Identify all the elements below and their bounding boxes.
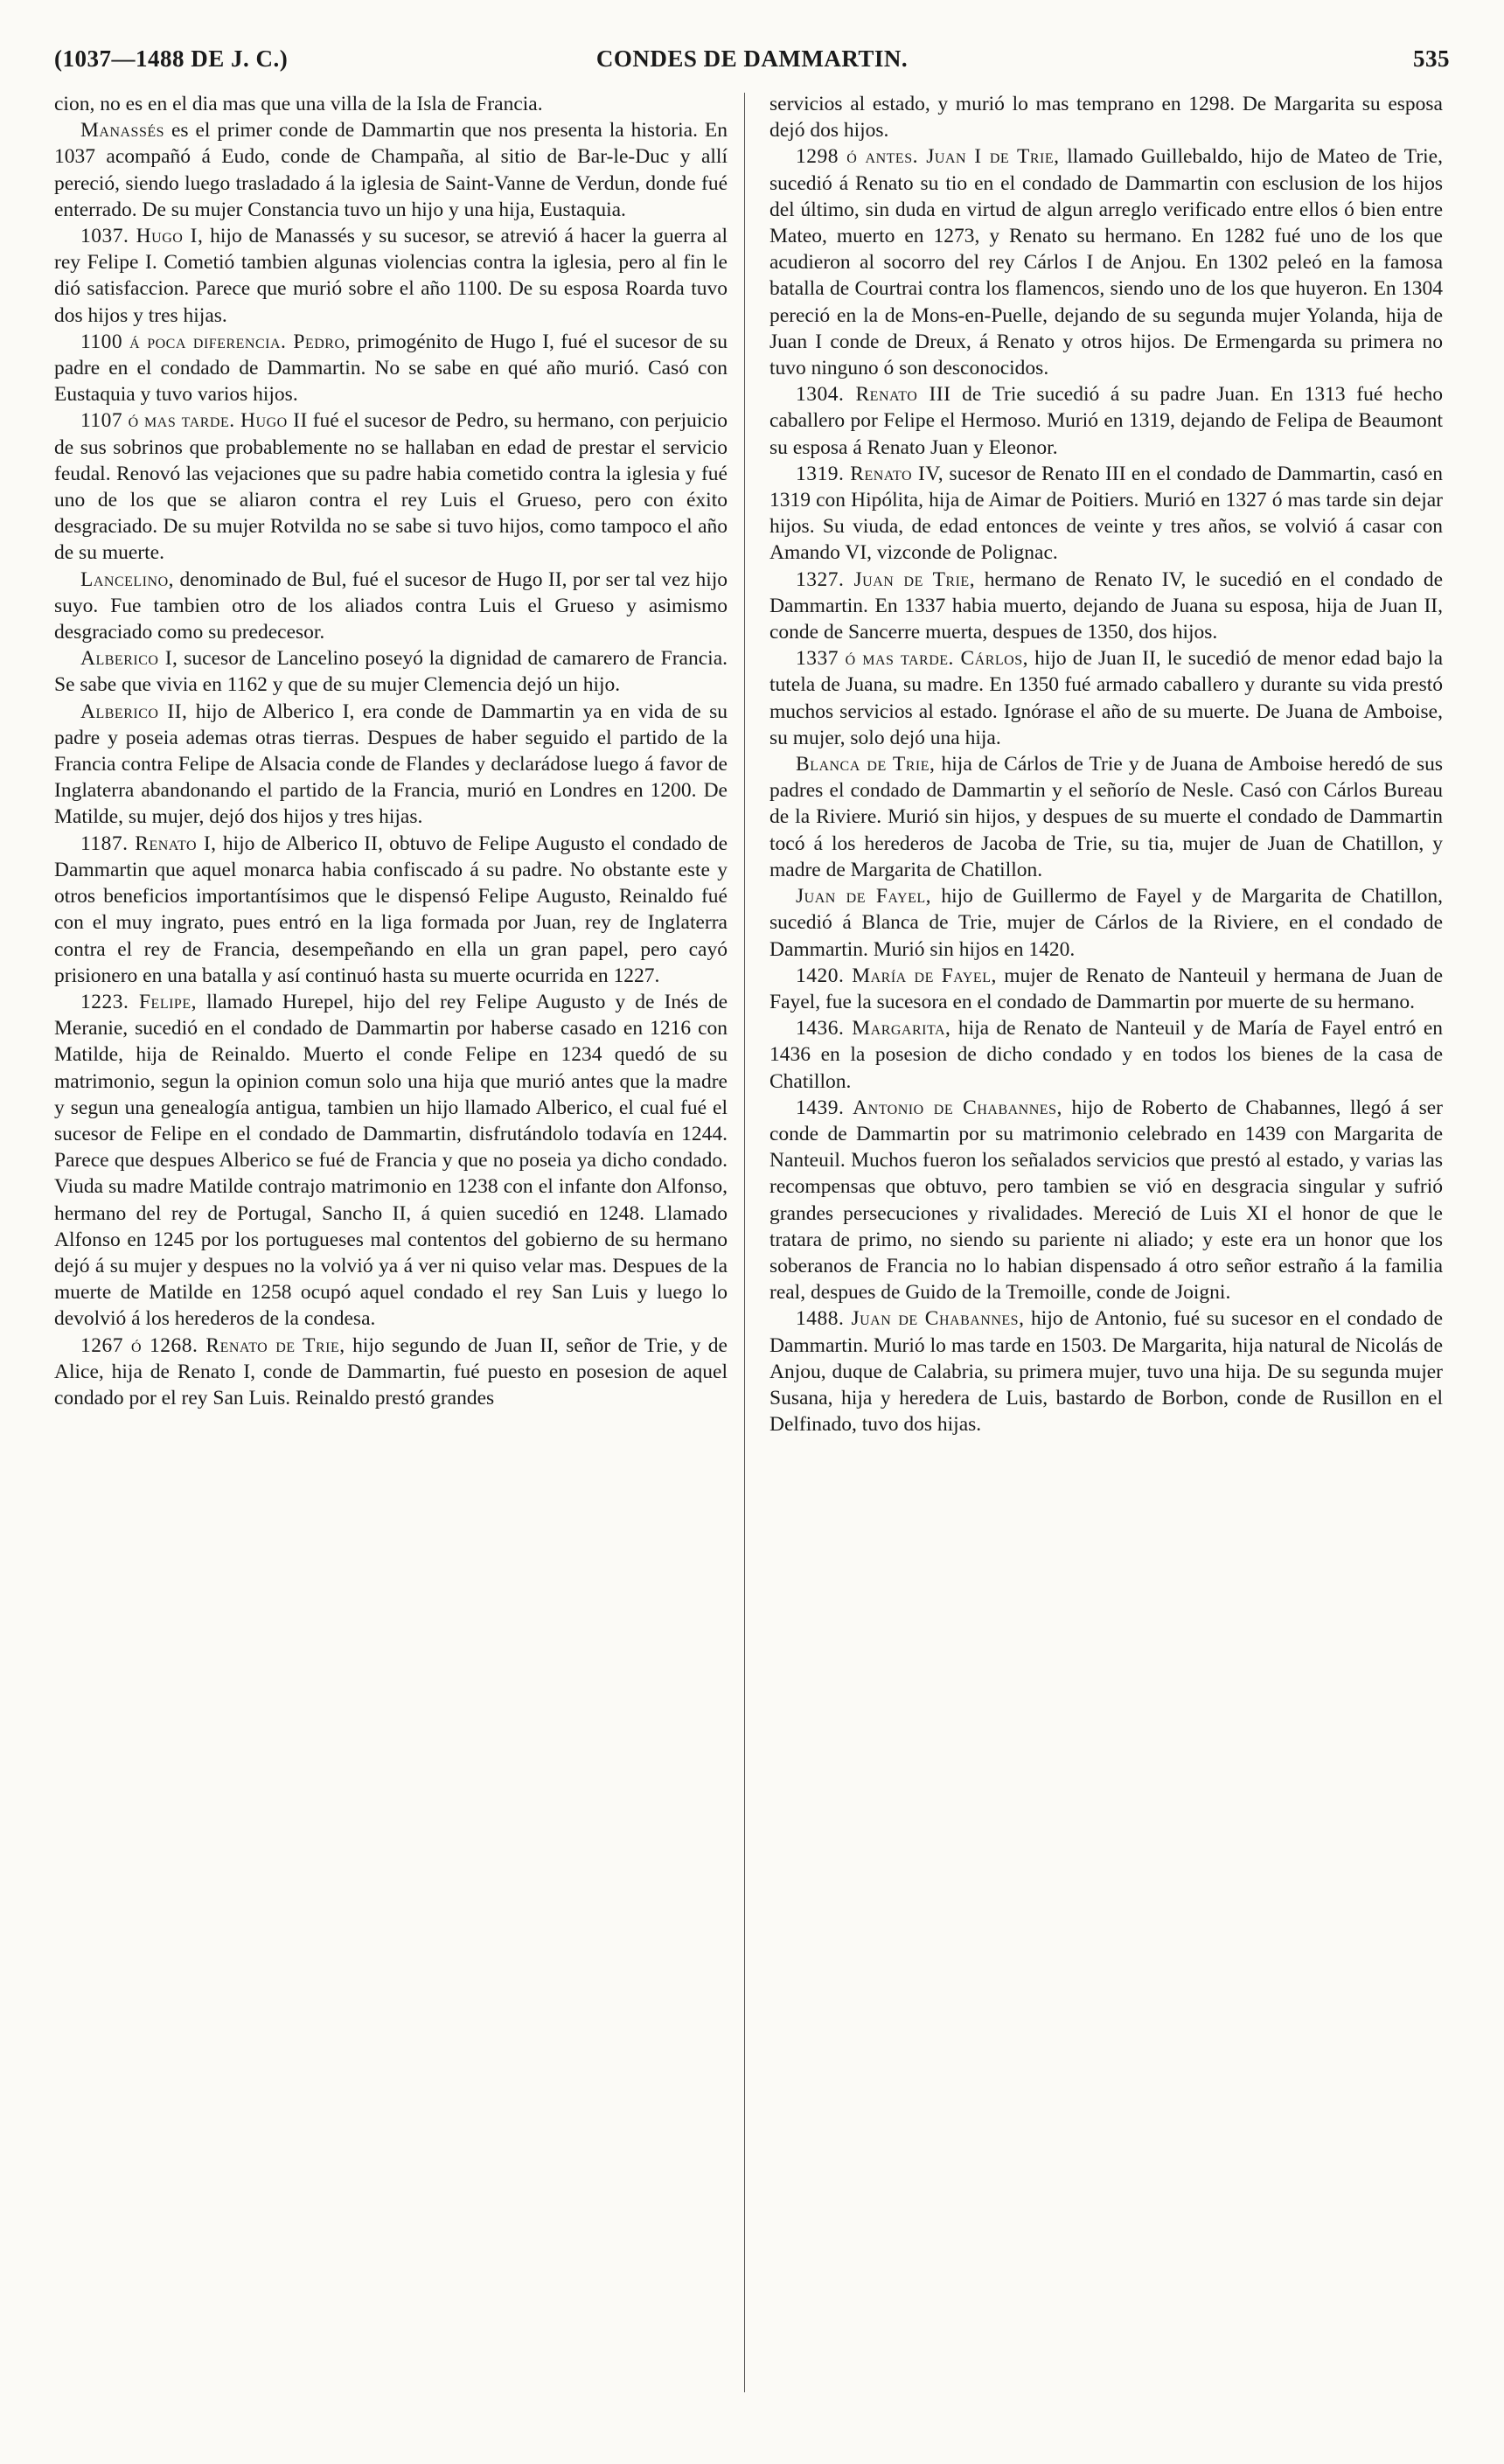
paragraph-text: llamado Hurepel, hijo del rey Felipe Augusto y de Inés de Meranie, sucedió en el condado de Dammartin por haberse casado en 1216 con Matilde, hija de Reinaldo. Muerto el conde Felipe en 1234 quedó de su matrimonio, segun la opinion comun solo una hija que murió antes que la madre y segun una genealogía antigua, tambien un hijo llamado Alberico, el cual fué el sucesor de Felipe en el condado de Dammartin, disfrutándolo todavía en 1244. Parece que despues Alberico se fué de Francia y que no poseia ya dicho condado. Viuda su madre Matilde contrajo matrimonio en 1238 con el infante don Alfonso, hermano del rey de Portugal, Sancho II, á quien sucedió en 1248. Llamado Alfonso en 1245 por los portugueses mal contentos del gobierno de su hermano dejó á su mujer y despues no la volvió ya á ver ni quiso velar mas. Despues de la muerte de Matilde en 1258 ocupó aquel condado el rey San Luis y luego lo devolvió á los herederos de la condesa. <box>54 990 728 1331</box>
paragraph <box>769 567 1443 646</box>
entry-heading: 1436. Margarita, <box>796 1017 951 1041</box>
paragraph-text: hijo de Alberico I, era conde de Dammartin ya en vida de su padre y poseia ademas otras tierras. Despues de haber seguido el partido de la Francia contra Felipe de Alsacia conde de Flandes y declarádose luego á favor de Inglaterra abandonando el partido de la Francia, murió en Londres en 1200. De Matilde, su mujer, dejó dos hijos y tres hijas. <box>54 700 728 829</box>
paragraph <box>54 407 728 566</box>
entry-heading: Alberico II, <box>80 700 188 723</box>
paragraph <box>54 329 728 408</box>
paragraph-text: primogénito de Hugo I, fué el sucesor de su padre en el condado de Dammartin. No se sabe en qué año murió. Casó con Eustaquia y tuvo varios hijos. <box>54 330 728 407</box>
entry-heading: 1298 ó antes. Juan I de Trie, <box>796 145 1060 169</box>
page-number: 535 <box>1413 45 1450 72</box>
entry-heading: 1327. Juan de Trie, <box>796 567 976 591</box>
paragraph <box>54 645 728 698</box>
entry-heading: Lancelino, <box>80 567 174 591</box>
paragraph <box>769 381 1443 461</box>
entry-heading: 1100 á poca diferencia. Pedro, <box>80 330 351 353</box>
entry-heading: 1439. Antonio de Chabannes, <box>796 1096 1062 1119</box>
paragraph-text: hijo de Juan II, le sucedió de menor edad bajo la tutela de Juana, su madre. En 1350 fué armado caballero y durante su vida prestó muchos servicios al estado. Ignórase el año de su muerte. De Juana de Amboise, su mujer, solo dejó una hija. <box>769 647 1443 749</box>
paragraph <box>769 461 1443 567</box>
paragraph-text: sucesor de Renato III en el condado de Dammartin, casó en 1319 con Hipólita, hija de Aimar de Poitiers. Murió en 1327 ó mas tarde sin dejar hijos. Su viuda, de edad entonces de veinte y tres años, se volvió á casar con Amando VI, vizconde de Polignac. <box>769 462 1443 565</box>
paragraph-text: fué el sucesor de Pedro, su hermano, con perjuicio de sus sobrinos que probablemente no se hallaban en edad de prestar el servicio feudal. Renovó las vejaciones que su padre habia cometido contra la iglesia y fué uno de los que se aliaron contra el rey Luis el Grueso, pero con éxito desgraciado. De su mujer Rotvilda no se sabe si tuvo hijos, como tampoco el año de su muerte. <box>54 409 728 565</box>
paragraph <box>769 1305 1443 1437</box>
paragraph <box>54 699 728 831</box>
running-header <box>54 45 1450 84</box>
paragraph-text: hermano de Renato IV, le sucedió en el condado de Dammartin. En 1337 habia muerto, dejando de Juana su esposa, hija de Juan II, conde de Sancerre muerta, despues de 1350, dos hijos. <box>769 567 1443 644</box>
paragraph-text: denominado de Bul, fué el sucesor de Hugo II, por ser tal vez hijo suyo. Fue tambien otro de los aliados contra Luis el Grueso y asimismo desgraciado como su predecesor. <box>54 567 728 644</box>
paragraph-text: hijo segundo de Juan II, señor de Trie, y de Alice, hija de Renato I, conde de Dammartin, fué puesto en posesion de aquel condado por el rey San Luis. Reinaldo prestó grandes <box>54 1333 728 1409</box>
paragraph-text: hija de Cárlos de Trie y de Juana de Amboise heredó de sus padres el condado de Dammartin y el señorío de Nesle. Casó con Cárlos Bureau de la Riviere. Murió sin hijos, y despues de su muerte el condado de Dammartin tocó á los herederos de Jacoba de Trie, su tia, mujer de Juan de Chatillon, y madre de Margarita de Chatillon. <box>769 753 1443 881</box>
paragraph <box>54 223 728 329</box>
left-column <box>54 91 728 2399</box>
paragraph-text: hijo de Roberto de Chabannes, llegó á ser conde de Dammartin por su matrimonio celebrado en 1439 con Margarita de Nanteuil. Muchos fueron los señalados servicios que prestó al estado, y varias las recompensas que obtuvo, pero tambien se vió en desgracia singular y sufrió grandes persecuciones y rivalidades. Mereció de Luis XI el honor de que le tratara de primo, no siendo su pariente ni aliado; y este era un honor que los soberanos de Francia no lo habian dispensado á otro señor estraño á la familia real, despues de Guido de la Tremoille, conde de Joigni. <box>769 1096 1443 1305</box>
paragraph <box>769 1095 1443 1306</box>
paragraph <box>54 91 728 117</box>
entry-heading: 1337 ó mas tarde. Cárlos, <box>796 647 1028 671</box>
paragraph-text: sucesor de Lancelino poseyó la dignidad de camarero de Francia. Se sabe que vivia en 1162 y que de su mujer Clemencia dejó un hijo. <box>54 647 728 697</box>
paragraph-text: hija de Renato de Nanteuil y de María de Fayel entró en 1436 en la posesion de dicho condado y en todos los bienes de la casa de Chatillon. <box>769 1017 1443 1093</box>
paragraph-text: de Trie sucedió á su padre Juan. En 1313 fué hecho caballero por Felipe el Hermoso. Murió en 1319, dejando de Felipa de Beaumont su esposa á Renato Juan y Eleonor. <box>769 383 1443 459</box>
right-column <box>769 91 1443 2399</box>
paragraph-text: hijo de Guillermo de Fayel y de Margarita de Chatillon, sucedió á Blanca de Trie, mujer de Cárlos de la Riviere, en el condado de Dammartin. Murió sin hijos en 1420. <box>769 885 1443 961</box>
paragraph <box>769 645 1443 751</box>
paragraph <box>54 567 728 646</box>
paragraph <box>54 989 728 1333</box>
paragraph <box>769 1015 1443 1095</box>
paragraph <box>769 143 1443 381</box>
paragraph-text: hijo de Manassés y su sucesor, se atrevió á hacer la guerra al rey Felipe I. Cometió tambien algunas violencias contra la iglesia, pero al fin le dió satisfaccion. Parece que murió sobre el año 1100. De su esposa Roarda tuvo dos hijos y tres hijas. <box>54 225 728 327</box>
paragraph-text: mujer de Renato de Nanteuil y hermana de Juan de Fayel, fue la sucesora en el condado de Dammartin por muerte de su hermano. <box>769 964 1443 1013</box>
entry-heading: 1223. Felipe, <box>80 990 197 1013</box>
paragraph <box>54 831 728 989</box>
paragraph-text: hijo de Alberico II, obtuvo de Felipe Augusto el condado de Dammartin que aquel monarca habia confiscado á su padre. No obstante este y otros beneficios importantísimos que le dispensó Felipe Augusto, Reinaldo fué con el muy ingrato, pues entró en la liga formada por Juan, rey de Inglaterra contra el rey de Francia, desempeñando en ella un gran papel, pero cayó prisionero en una batalla y así continuó hasta su muerte ocurrida en 1227. <box>54 832 728 987</box>
paragraph <box>769 963 1443 1015</box>
entry-heading: 1304. Renato III <box>796 383 951 407</box>
entry-heading: 1107 ó mas tarde. Hugo II <box>80 409 308 433</box>
header-title: CONDES DE DAMMARTIN. <box>595 45 909 72</box>
entry-heading: Blanca de Trie, <box>796 753 936 776</box>
paragraph-text: es el primer conde de Dammartin que nos presenta la historia. En 1037 acompañó á Eudo, conde de Champaña, al sitio de Bar-le-Duc y allí pereció, siendo luego trasladado á la iglesia de Saint-Vanne de Verdun, donde fué enterrado. De su mujer Constancia tuvo un hijo y una hija, Eustaquia. <box>54 119 728 221</box>
entry-heading: Alberico I, <box>80 647 178 671</box>
entry-heading: 1037. Hugo I, <box>80 225 204 248</box>
entry-heading: 1267 ó 1268. Renato de Trie, <box>80 1333 345 1357</box>
paragraph <box>769 883 1443 963</box>
entry-heading: 1420. María de Fayel, <box>796 964 997 987</box>
entry-heading: Juan de Fayel, <box>796 885 931 908</box>
paragraph-text: llamado Guillebaldo, hijo de Mateo de Trie, sucedió á Renato su tio en el condado de Dammartin con esclusion de los hijos del último, sin duda en virtud de algun arreglo verificado entre ellos ó bien entre Mateo, muerto en 1273, y Renato su hermano. En 1282 fué uno de los que acudieron al socorro del rey Cárlos I de Anjou. En 1302 peleó en la famosa batalla de Courtrai contra los flamencos, siendo uno de los que huyeron. En 1304 pereció en la de Mons-en-Puelle, dejando de su segunda mujer Yolanda, hija de Juan I conde de Dreux, á Renato y otros hijos. De Ermengarda su primera no tuvo ninguno ó son desconocidos. <box>769 145 1443 380</box>
paragraph <box>769 751 1443 883</box>
paragraph <box>54 1333 728 1412</box>
paragraph <box>54 117 728 223</box>
header-date-range: (1037—1488 DE J. C.) <box>54 45 289 72</box>
entry-heading: 1319. Renato IV, <box>796 462 944 485</box>
paragraph-text: hijo de Antonio, fué su sucesor en el condado de Dammartin. Murió lo mas tarde en 1503. De Margarita, hija natural de Nicolás de Anjou, duque de Calabria, su primera mujer, tuvo una hija. De su segunda mujer Susana, hija y heredera de Luis, bastardo de Borbon, conde de Rusillon en el Delfinado, tuvo dos hijas. <box>769 1307 1443 1437</box>
entry-heading: 1488. Juan de Chabannes, <box>796 1307 1025 1331</box>
paragraph <box>769 91 1443 143</box>
paragraph-text: servicios al estado, y murió lo mas temprano en 1298. De Margarita su esposa dejó dos hijos. <box>769 93 1443 143</box>
column-divider <box>744 93 745 2392</box>
paragraph-text: cion, no es en el dia mas que una villa de la Isla de Francia. <box>54 93 543 115</box>
entry-heading: 1187. Renato I, <box>80 832 217 855</box>
entry-heading: Manassés <box>80 119 165 143</box>
